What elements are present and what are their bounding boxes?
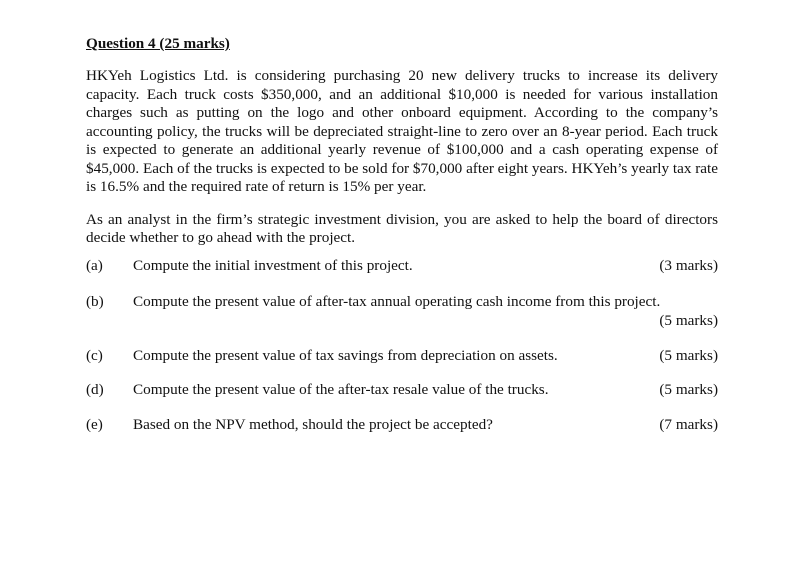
- question-part-b: [86, 293, 718, 347]
- part-letter: (c): [86, 346, 103, 364]
- part-text: Compute the initial investment of this project.: [133, 256, 413, 274]
- part-text: Compute the present value of after-tax annual operating cash income from this project.: [133, 292, 661, 310]
- part-letter: (d): [86, 380, 104, 398]
- part-marks: (5 marks): [659, 311, 718, 329]
- scenario-paragraph: HKYeh Logistics Ltd. is considering purchasing 20 new delivery trucks to increase its delivery capacity. Each truck costs $350,000, and an additional $10,000 is needed for various installation charges such as putting on the logo and other onboard equipment. According to the company’s accounting policy, the trucks will be depreciated straight-line to zero over an 8-year period. Each truck is expected to generate an additional yearly revenue of $100,000 and a cash operating expense of $45,000. Each of the trucks is expected to be sold for $70,000 after eight years. HKYeh’s yearly tax rate is 16.5% and the required rate of return is 15% per year.: [86, 67, 718, 195]
- part-marks: (5 marks): [659, 346, 718, 364]
- question-parts: [86, 257, 718, 436]
- part-marks: (5 marks): [659, 380, 718, 398]
- part-text: Based on the NPV method, should the project be accepted?: [133, 415, 493, 433]
- part-letter: (b): [86, 292, 104, 310]
- question-part-c: [86, 347, 718, 381]
- part-letter: (a): [86, 256, 103, 274]
- part-letter: (e): [86, 415, 103, 433]
- question-page: [86, 34, 718, 436]
- part-marks: (3 marks): [659, 256, 718, 274]
- task-paragraph: As an analyst in the firm’s strategic investment division, you are asked to help the board of directors decide whether to go ahead with the project.: [86, 210, 718, 246]
- question-title: Question 4 (25 marks): [86, 35, 230, 52]
- question-part-a: [86, 257, 718, 293]
- question-part-d: [86, 381, 718, 416]
- part-text: Compute the present value of tax savings from depreciation on assets.: [133, 346, 558, 364]
- part-text: Compute the present value of the after-tax resale value of the trucks.: [133, 380, 549, 398]
- part-marks: (7 marks): [659, 415, 718, 433]
- question-part-e: [86, 416, 718, 436]
